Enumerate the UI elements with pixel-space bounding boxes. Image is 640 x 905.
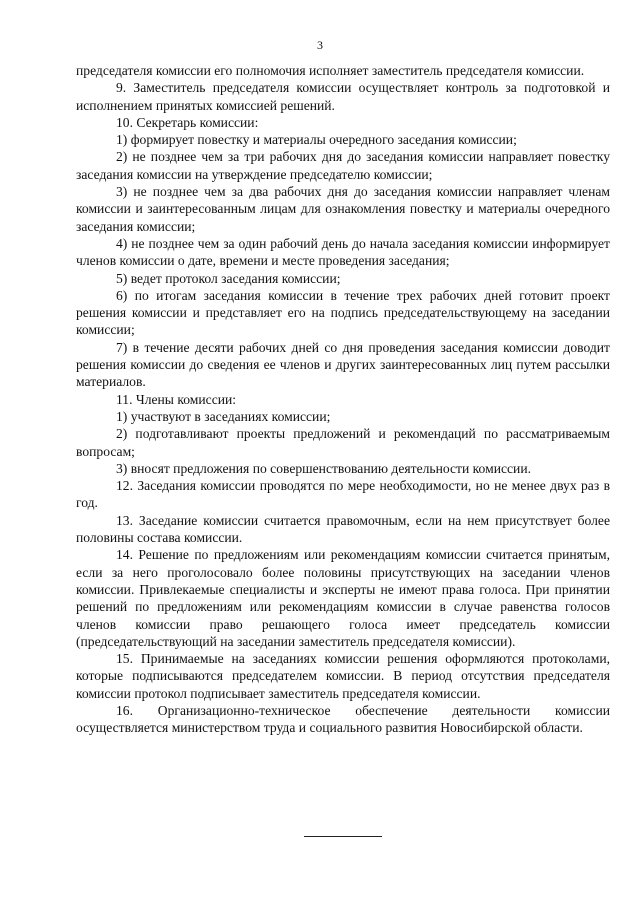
- paragraph-11: 11. Члены комиссии:: [116, 391, 237, 407]
- document-body: [76, 62, 610, 737]
- paragraph-15: 15. Принимаемые на заседаниях комиссии решения оформляются протоколами, которые подписываются председателем комиссии. В период отсутствия председателя комиссии протокол подписывает заместитель председателя комиссии.: [76, 651, 610, 701]
- paragraph-12: 12. Заседания комиссии проводятся по мере необходимости, но не менее двух раз в год.: [76, 478, 610, 511]
- paragraph-11-item-2: 2) подготавливают проекты предложений и рекомендаций по рассматриваемым вопросам;: [76, 426, 610, 459]
- end-rule-divider: [304, 836, 382, 837]
- paragraph-16: 16. Организационно-техническое обеспечение деятельности комиссии осуществляется министерством труда и социального развития Новосибирской области.: [76, 702, 610, 736]
- paragraph-11-item-3: 3) вносят предложения по совершенствованию деятельности комиссии.: [116, 460, 531, 476]
- paragraph-10-item-4: 4) не позднее чем за один рабочий день до начала заседания комиссии информирует членов комиссии о дате, времени и месте проведения заседания;: [76, 235, 610, 269]
- paragraph-11-item-1: 1) участвуют в заседаниях комиссии;: [116, 408, 331, 424]
- paragraph-10-item-7: 7) в течение десяти рабочих дней со дня проведения заседания комиссии доводит решения комиссии до сведения ее членов и других заинтересованных лиц путем рассылки материалов.: [76, 339, 610, 390]
- paragraph-10-item-1: 1) формирует повестку и материалы очередного заседания комиссии;: [116, 132, 517, 148]
- paragraph-9: 9. Заместитель председателя комиссии осуществляет контроль за подготовкой и исполнением принятых комиссией решений.: [76, 80, 610, 113]
- paragraph-10-item-3: 3) не позднее чем за два рабочих дня до заседания комиссии направляет членам комиссии и заинтересованным лицам для ознакомления повестку и материалы очередного заседания комиссии;: [76, 184, 610, 234]
- paragraph-10: 10. Секретарь комиссии:: [116, 114, 259, 130]
- paragraph-10-item-5: 5) ведет протокол заседания комиссии;: [116, 270, 341, 286]
- page-number: 3: [317, 38, 323, 52]
- paragraph-13: 13. Заседание комиссии считается правомочным, если на нем присутствует более половины состава комиссии.: [76, 512, 610, 546]
- paragraph-10-item-2: 2) не позднее чем за три рабочих дня до заседания комиссии направляет повестку заседания комиссии на утверждение председателю комиссии;: [76, 149, 610, 182]
- paragraph-10-item-6: 6) по итогам заседания комиссии в течение трех рабочих дней готовит проект решения комиссии и представляет его на подпись председательствующему на заседании комиссии;: [76, 287, 610, 338]
- paragraph-14: 14. Решение по предложениям или рекомендациям комиссии считается принятым, если за него проголосовало более половины присутствующих на заседании членов комиссии. Привлекаемые специалисты и эксперты не имеют права голоса. При принятии решений по предложениям или рекомендациям комиссии в случае равенства голосов членов комиссии право решающего голоса имеет председатель комиссии (председательствующий на заседании заместитель председателя комиссии).: [76, 547, 610, 649]
- paragraph-continuation: председателя комиссии его полномочия исполняет заместитель председателя комиссии.: [76, 63, 585, 78]
